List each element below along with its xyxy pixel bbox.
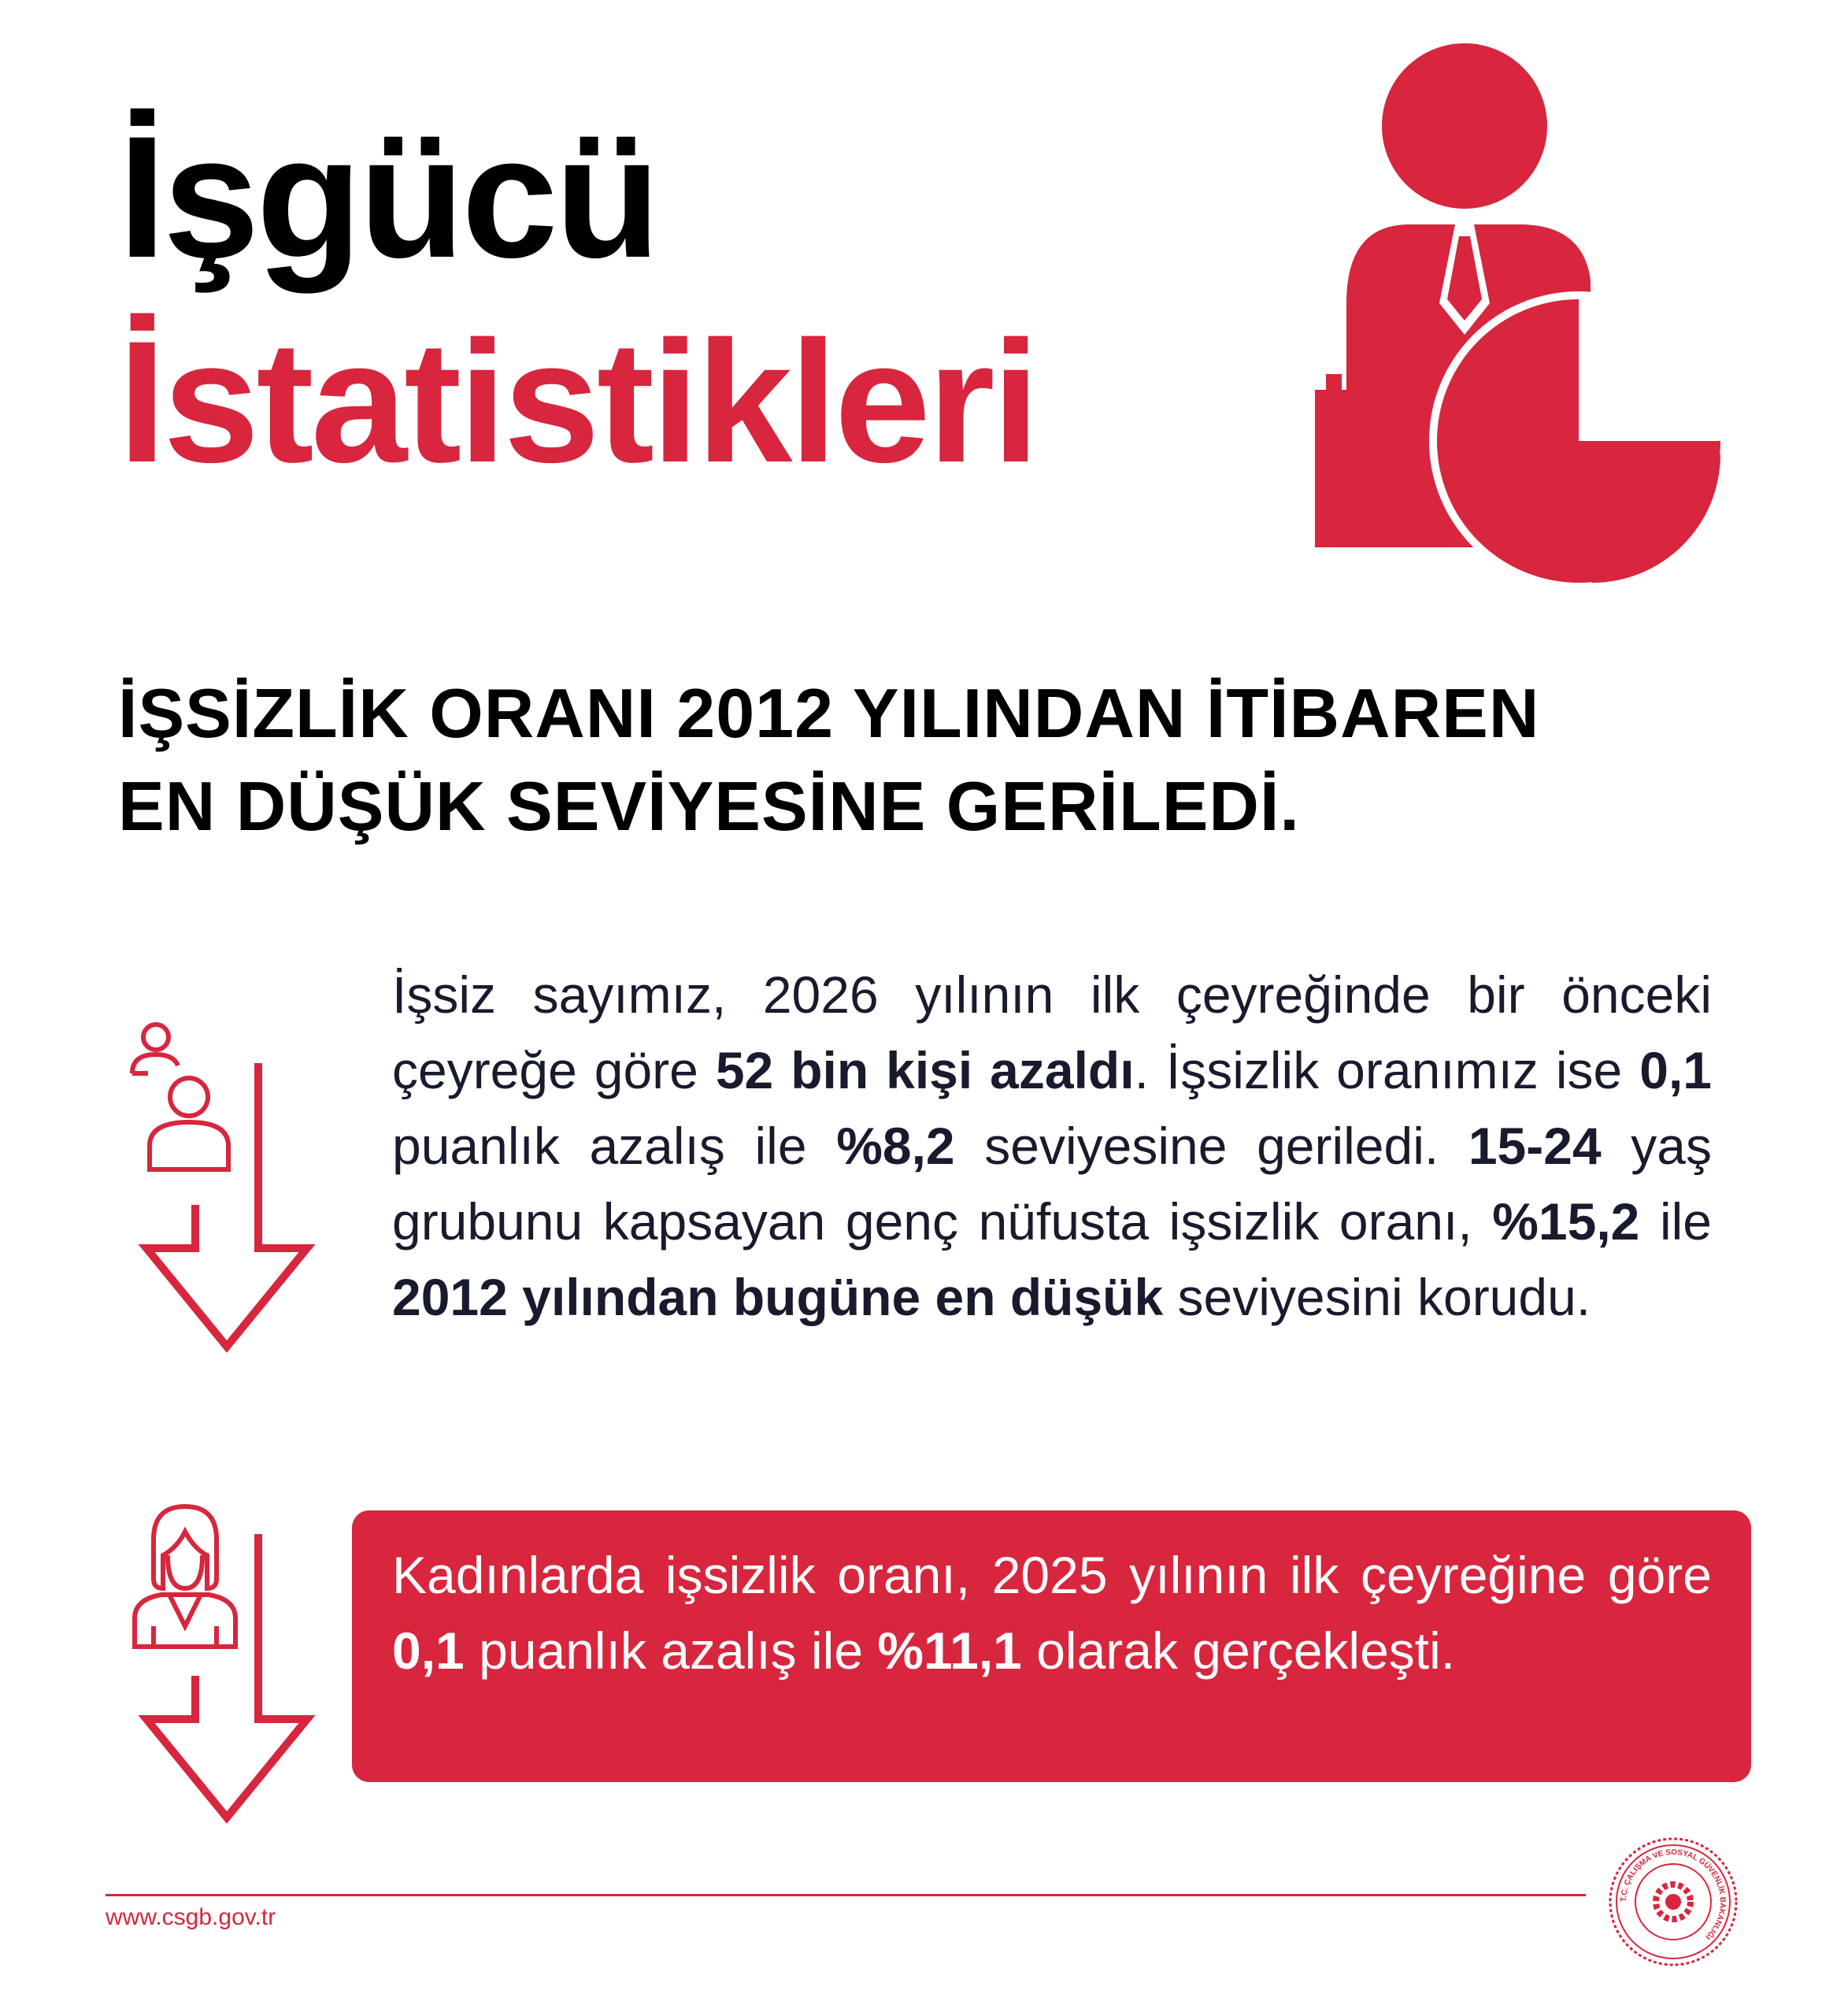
p2-bold-2: %11,1 [877,1621,1022,1680]
p2-bold-1: 0,1 [392,1621,465,1680]
seal-text: T.C. ÇALIŞMA VE SOSYAL GÜVENLİK BAKANLIĞI [1619,1847,1728,1941]
p1-text-5: yaş grubunu kapsayan genç nüfusta işsizlik oranı, [392,1117,1713,1251]
p1-bold-5: %15,2 [1492,1192,1640,1251]
footer-url[interactable]: www.csgb.gov.tr [106,1904,276,1930]
p1-bold-2: 0,1 [1639,1041,1712,1099]
footer-divider [106,1894,1586,1896]
down-arrow-icon [132,1534,321,1825]
p1-bold-6: 2012 yılından bugüne en düşük [392,1268,1164,1326]
p2-text-3: olarak gerçekleşti. [1021,1621,1456,1680]
p1-text-6: ile [1639,1192,1712,1251]
p1-bold-4: 15-24 [1468,1117,1602,1175]
p1-text-3: puanlık azalış ile [392,1117,837,1175]
p2-text-1: Kadınlarda işsizlik oranı, 2025 yılının ilk çeyreğine göre [392,1546,1712,1604]
headline-line-1: İŞSİZLİK ORANI 2012 YILINDAN İTİBAREN [118,674,1540,752]
paragraph-unemployment [392,957,1712,1335]
worker-pie-chart-icon [1315,43,1724,587]
title-line-1: İşgücü [118,100,657,294]
p1-bold-1: 52 bin kişi azaldı [715,1041,1135,1099]
p1-text-1: İşsiz sayımız, 2026 yılının ilk çeyreğinde bir önceki çeyreğe göre [392,965,1712,1099]
p1-text-2: . İşsizlik oranımız ise [1134,1041,1640,1099]
down-arrow-icon [132,1063,321,1354]
paragraph-women [392,1537,1712,1688]
headline-line-2: EN DÜŞÜK SEVİYESİNE GERİLEDİ. [118,767,1300,845]
p2-text-2: puanlık azalış ile [464,1621,878,1680]
p1-bold-3: %8,2 [836,1117,955,1175]
ministry-seal-icon [1606,1835,1740,1969]
p1-text-7: seviyesini korudu. [1163,1268,1591,1326]
p1-text-4: seviyesine geriledi. [954,1117,1468,1175]
title-line-2: İstatistikleri [118,305,1037,498]
